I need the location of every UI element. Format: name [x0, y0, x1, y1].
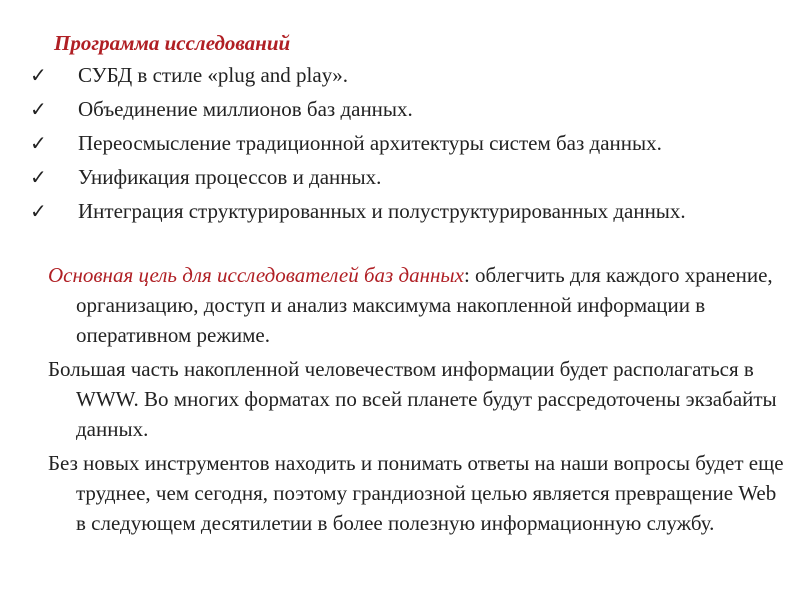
- checkmark-icon: ✓: [30, 131, 47, 155]
- goal-label: Основная цель для исследователей баз данных: [48, 263, 464, 287]
- checklist-item-text: Переосмысление традиционной архитектуры систем баз данных.: [78, 131, 662, 155]
- checkmark-icon: ✓: [30, 199, 47, 223]
- goal-paragraph: [48, 260, 786, 350]
- tools-paragraph: Без новых инструментов находить и понимать ответы на наши вопросы будет еще труднее, чем сегодня, поэтому грандиозной целью является превращение Web в следующем десятилетии в более полезную информационную службу.: [48, 451, 784, 535]
- checklist-item-text: Интеграция структурированных и полуструктурированных данных.: [78, 199, 686, 223]
- checklist-item: [30, 162, 770, 192]
- checklist-item: [30, 60, 770, 90]
- checklist-item-text: Объединение миллионов баз данных.: [78, 97, 413, 121]
- slide-heading: Программа исследований: [54, 31, 291, 55]
- checklist-item: [30, 94, 770, 124]
- checklist-item: [30, 196, 770, 226]
- goal-text: : облегчить для каждого хранение, организацию, доступ и анализ максимума накопленной информации в оперативном режиме.: [76, 263, 773, 347]
- checklist-item-text: Унификация процессов и данных.: [78, 165, 382, 189]
- www-paragraph: Большая часть накопленной человечеством информации будет располагаться в WWW. Во многих форматах по всей планете будут рассредоточены экзабайты данных.: [48, 357, 777, 441]
- checklist: [30, 60, 770, 230]
- checkmark-icon: ✓: [30, 165, 47, 189]
- checkmark-icon: ✓: [30, 63, 47, 87]
- checklist-item-text: СУБД в стиле «plug and play».: [78, 63, 348, 87]
- checklist-item: [30, 128, 770, 158]
- checkmark-icon: ✓: [30, 97, 47, 121]
